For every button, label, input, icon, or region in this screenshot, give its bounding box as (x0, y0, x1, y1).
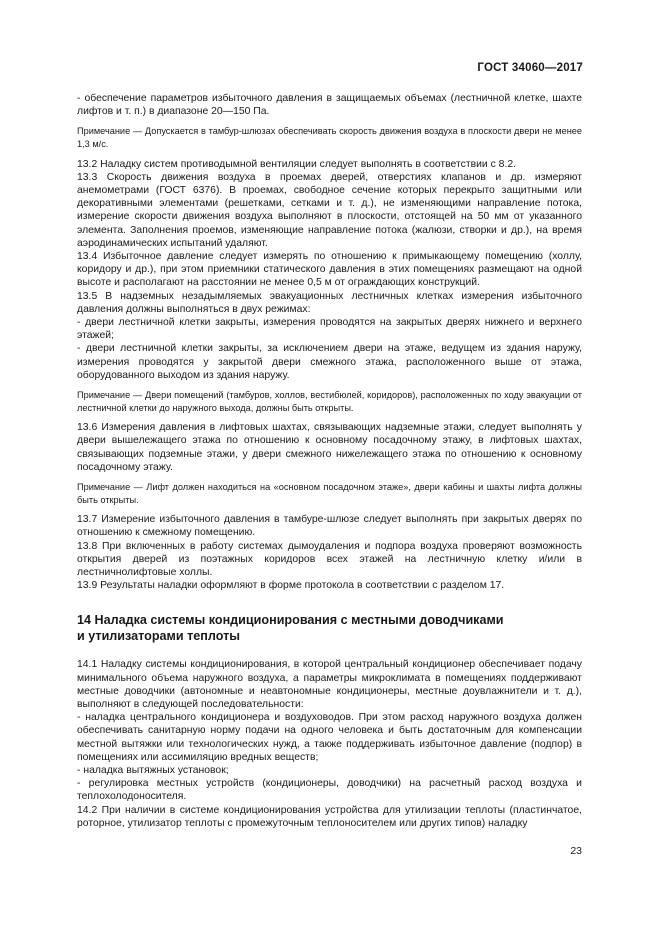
section-title-line: 14 Наладка системы кондиционирования с местными доводчиками (77, 613, 504, 628)
paragraph: 13.2 Наладку систем противодымной вентиляции следует выполнять в соответствии с 8.2. (77, 158, 517, 170)
section-title (77, 612, 582, 644)
note: Примечание — Допускается в тамбур-шлюзах обеспечивать скорость движения воздуха в плоскости двери не менее 1,3 м/с. (77, 126, 582, 149)
paragraph: - обеспечение параметров избыточного давления в защищаемых объемах (лестничной клетке, шахте лифтов и т. п.) в диапазоне 20—150 Па. (77, 93, 582, 118)
paragraph: 13.9 Результаты наладки оформляют в форме протокола в соответствии с разделом 17. (77, 580, 505, 592)
note: Примечание — Лифт должен находиться на «основном посадочном этаже», двери кабины и шахты лифта должны быть открыты. (77, 482, 582, 505)
paragraph: 13.4 Избыточное давление следует измерять по отношению к примыкающему помещению (холлу, коридору и др.), при этом приемники статического давления в этих помещениях размещают на одной высоте и располагают на расстоянии не менее 0,5 м от ограждающих конструкций. (77, 251, 582, 289)
document-body (77, 92, 582, 830)
note: Примечание — Двери помещений (тамбуров, холлов, вестибюлей, коридоров), расположенных по ходу эвакуации от лестничной клетки до наружного выхода, должны быть открыты. (77, 390, 582, 413)
list-item: - наладка вытяжных установок; (77, 765, 229, 777)
paragraph: 13.5 В надземных незадымляемых эвакуационных лестничных клетках измерения избыточного давления должны выполняться в двух режимах: (77, 290, 582, 315)
page-number: 23 (570, 845, 582, 857)
list-item: - двери лестничной клетки закрыты, измерения проводятся на закрытых дверях нижнего и верхнего этажей; (77, 317, 582, 342)
paragraph: 13.3 Скорость движения воздуха в проемах дверей, отверстиях клапанов и др. измеряют анемометрами (ГОСТ 6376). В проемах, свободное сечение которых перекрыто защитными или декоративными элементами (решетками, сетками и т. д.), не изменяющими направление потока, измерение скорости движения воздуха выполняют в плоскости, отстоящей на 50 мм от указанного элемента. Заполнения проемов, изменяющие направление потока (жалюзи, створки и др.), на время аэродинамических испытаний удаляют. (77, 171, 582, 249)
list-item: - регулировка местных устройств (кондиционеры, доводчики) на расчетный расход воздуха и теплохолодоносителя. (77, 778, 582, 803)
document-code: ГОСТ 34060—2017 (477, 62, 583, 74)
paragraph: 14.1 Наладку системы кондиционирования, в которой центральный кондиционер обеспечивает подачу минимального объема наружного воздуха, а параметры микроклимата в помещениях поддерживают местные доводчики (автономные и неавтономные кондиционеры, местные доувлажнители и т. д.), выполняют в следующей последовательности: (77, 659, 582, 711)
list-item: - наладка центрального кондиционера и воздуховодов. При этом расход наружного воздуха должен обеспечивать санитарную норму подачи на одного человека и быть достаточным для компенсации местной вытяжки или технологических нужд, а также поддерживать избыточное давление (подпор) в помещениях или ассимиляцию вредных веществ; (77, 712, 582, 763)
paragraph: 13.7 Измерение избыточного давления в тамбуре-шлюзе следует выполнять при закрытых дверях по отношению к смежному помещению. (77, 514, 582, 539)
list-item: - двери лестничной клетки закрыты, за исключением двери на этаже, ведущем из здания наружу, измерения проводятся у закрытой двери смежного этажа, расположенного выше от этажа, оборудованного выходом из здания наружу. (77, 343, 582, 381)
section-title-line: и утилизаторами теплоты (77, 629, 241, 644)
paragraph: 13.6 Измерения давления в лифтовых шахтах, связывающих надземные этажи, следует выполнять у двери вышележащего этажа по отношению к основному посадочному этажу, в лифтовых шахтах, связывающих подземные этажи, у двери смежного нижележащего этажа по отношению к основному посадочному этажу. (77, 422, 582, 473)
paragraph: 14.2 При наличии в системе кондиционирования устройства для утилизации теплоты (пластинчатое, роторное, утилизатор теплоты с промежуточным теплоносителем или других типов) наладку (77, 804, 582, 829)
paragraph: 13.8 При включенных в работу системах дымоудаления и подпора воздуха проверяют возможность открытия дверей из поэтажных коридоров всех этажей на лестничную клетку и/или в лестничнолифтовые холлы. (77, 540, 582, 579)
